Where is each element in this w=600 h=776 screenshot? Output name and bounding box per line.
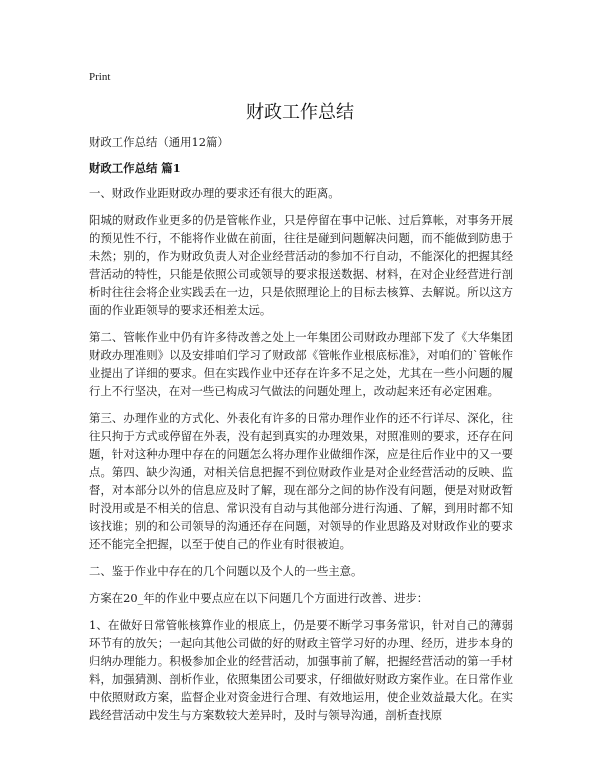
document-body (89, 133, 513, 733)
document-subtitle: 财政工作总结（通用12篇） (89, 135, 229, 149)
section-heading: 财政工作总结 篇1 (89, 161, 181, 175)
paragraph: 阳城的财政作业更多的仍是管帐作业，只是停留在事中记帐、过后算帐，对事务开展的预见性不行，不能将作业做在前面，往往是碰到问题解决问题，而不能做到防患于未然；别的，作为财政负责人对企业经营活动的参加不行自动，不能深化的把握其经营活动的特性，只能是依照公司或领导的要求报送数据、材料，在对企业经营进行剖析时往往会将企业实践丢在一边，只是依照理论上的目标去核算、去解说。所以这方面的作业距领导的要求还相差太远。 (89, 213, 513, 317)
paragraph: 方案在20_年的作业中要点应在以下问题几个方面进行改善、进步： (89, 591, 429, 605)
paragraph: 第二、管帐作业中仍有许多待改善之处上一年集团公司财政办理部下发了《大华集团财政办理准则》以及安排咱们学习了财政部《管帐作业根底标准》，对咱们的`管帐作业提出了详细的要求。但在实践作业中还存在许多不足之处，尤其在一些小问题的履行上不行坚决，在对一些已构成习气做法的问题处理上，改动起来还有必定困难。 (89, 330, 513, 398)
paragraph: 一、财政作业距财政办理的要求还有很大的距离。 (89, 186, 340, 200)
paragraph: 二、鉴于作业中存在的几个问题以及个人的一些主意。 (89, 564, 363, 578)
paragraph: 第三、办理作业的方式化、外表化有许多的日常办理作业作的还不行详尽、深化，往往只拘于方式或停留在外表，没有起到真实的办理效果，对照准则的要求，还存在问题，针对这种办理中存在的问题怎么将办理作业做细作深，应是往后作业中的又一要点。第四、缺少沟通，对相关信息把握不到位财政作业是对企业经营活动的反映、监督，对本部分以外的信息应及时了解，现在部分之间的协作没有问题，便是对财政暂时没用或是不相关的信息、常识没有自动与其他部分进行沟通、了解，到用时都不知该找谁；别的和公司领导的沟通还存在问题，对领导的作业思路及对财政作业的要求还不能完全把握，以至于使自己的作业有时很被迫。 (89, 411, 513, 551)
print-link[interactable]: Print (89, 71, 111, 83)
paragraph: 1、在做好日常管帐核算作业的根底上，仍是要不断学习事务常识，针对自己的薄弱环节有的放矢；一起向其他公司做的好的财政主管学习好的办理、经历，进步本身的归纳办理能力。积极参加企业的经营活动，加强事前了解，把握经营活动的第一手材料，加强猜测、剖析作业，依照集团公司要求，仔细做好财政方案作业。在日常作业中依照财政方案，监督企业对资金进行合理、有效地运用，使企业效益最大化。在实践经营活动中发生与方案数较大差异时，及时与领导沟通，剖析查找原 (89, 618, 513, 722)
document-title: 财政工作总结 (246, 102, 354, 123)
